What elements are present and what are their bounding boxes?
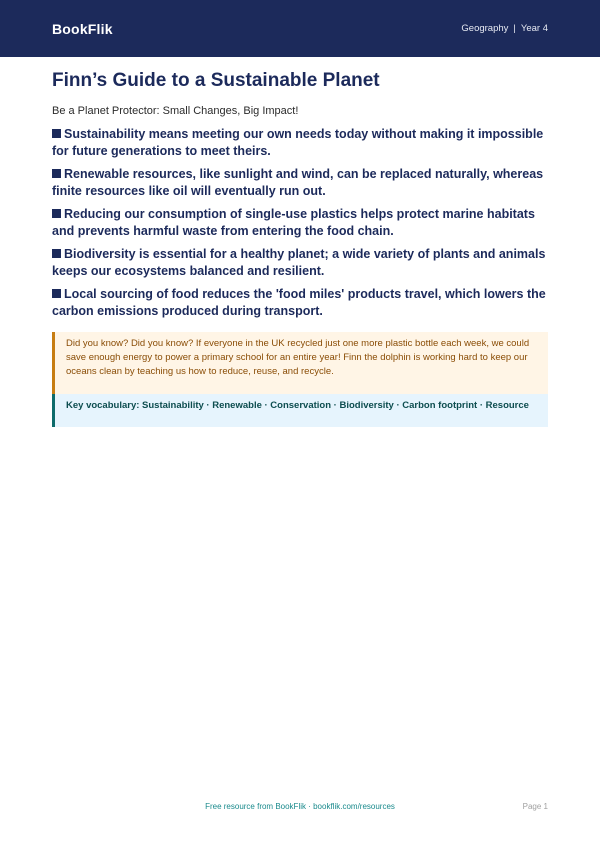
list-item-text: Sustainability means meeting our own needs today without making it impossible for future generations to meet theirs.: [52, 127, 544, 158]
square-bullet-icon: [52, 129, 61, 138]
key-points-list: [52, 126, 548, 320]
header-bar: [0, 0, 600, 57]
page-number: Page 1: [522, 802, 548, 811]
year-label: Year 4: [520, 23, 548, 34]
list-item: [52, 166, 548, 200]
square-bullet-icon: [52, 249, 61, 258]
meta-separator: |: [513, 23, 516, 34]
list-item-text: Biodiversity is essential for a healthy planet; a wide variety of plants and animals keeps our ecosystems balanced and resilient.: [52, 247, 546, 278]
subject-label: Geography: [461, 23, 509, 34]
footer-link[interactable]: Free resource from BookFlik · bookflik.com/resources: [205, 802, 395, 811]
brand-logo[interactable]: BookFlik: [52, 20, 113, 37]
square-bullet-icon: [52, 209, 61, 218]
square-bullet-icon: [52, 289, 61, 298]
square-bullet-icon: [52, 169, 61, 178]
page-title: Finn’s Guide to a Sustainable Planet: [52, 70, 380, 91]
list-item: [52, 126, 548, 160]
footer: [52, 802, 548, 814]
did-you-know-callout: Did you know? Did you know? If everyone in the UK recycled just one more plastic bottle each week, we could save enough energy to power a primary school for an entire year! Finn the dolphin is working hard to keep our oceans clean by teaching us how to reduce, reuse, and recycle.: [52, 332, 548, 394]
key-vocabulary-callout: Key vocabulary: Sustainability · Renewable · Conservation · Biodiversity · Carbon footprint · Resource: [52, 394, 548, 427]
page-subtitle: Be a Planet Protector: Small Changes, Big Impact!: [52, 105, 299, 117]
list-item: [52, 286, 548, 320]
header-meta: [461, 23, 548, 34]
list-item: [52, 206, 548, 240]
list-item-text: Reducing our consumption of single-use plastics helps protect marine habitats and prevents harmful waste from entering the food chain.: [52, 207, 535, 238]
list-item: [52, 246, 548, 280]
list-item-text: Local sourcing of food reduces the 'food miles' products travel, which lowers the carbon emissions produced during transport.: [52, 287, 546, 318]
list-item-text: Renewable resources, like sunlight and wind, can be replaced naturally, whereas finite resources like oil will eventually run out.: [52, 167, 544, 198]
main-content: [0, 68, 600, 427]
